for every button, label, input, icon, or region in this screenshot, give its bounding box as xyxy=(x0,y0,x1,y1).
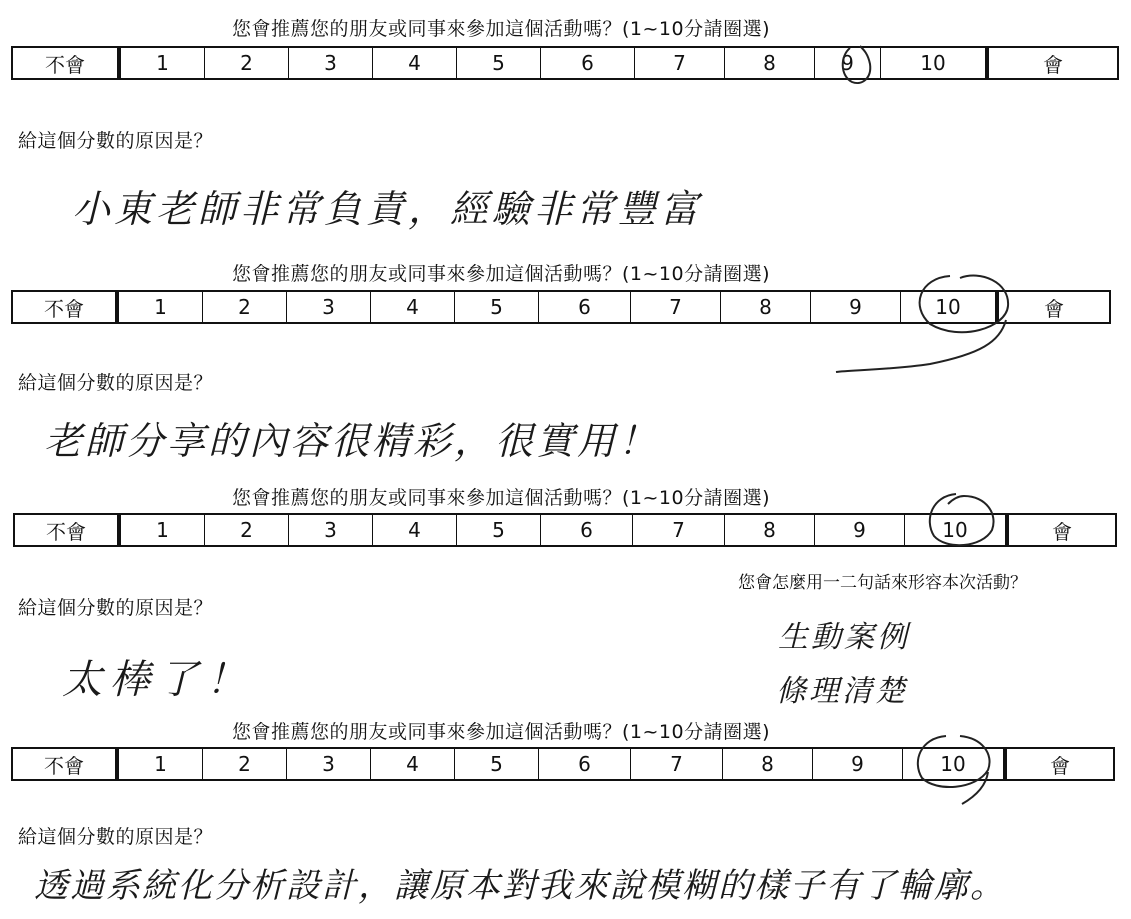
question-text: 您會推薦您的朋友或同事來參加這個活動嗎？(1~10分請圈選) xyxy=(232,263,771,285)
scale-option-7[interactable]: 7 xyxy=(635,48,725,78)
scale-option-5[interactable]: 5 xyxy=(457,48,541,78)
reason-label: 給這個分數的原因是？ xyxy=(18,130,214,152)
rating-scale xyxy=(13,513,1117,547)
scale-option-8[interactable]: 8 xyxy=(721,292,811,322)
scale-option-6[interactable]: 6 xyxy=(541,515,633,545)
handwritten-describe-line2: 條理清楚 xyxy=(776,674,908,709)
handwritten-reason: 小東老師非常負責，經驗非常豐富 xyxy=(72,187,703,231)
question-text: 您會推薦您的朋友或同事來參加這個活動嗎？(1~10分請圈選) xyxy=(232,18,771,40)
scale-option-6[interactable]: 6 xyxy=(539,292,631,322)
scale-option-10[interactable]: 10 xyxy=(901,292,999,322)
scale-option-1[interactable]: 1 xyxy=(121,515,205,545)
handwritten-reason: 透過系統化分析設計，讓原本對我來說模糊的樣子有了輪廓。 xyxy=(34,866,1006,906)
reason-label: 給這個分數的原因是？ xyxy=(18,597,214,619)
describe-question: 您會怎麼用一二句話來形容本次活動？ xyxy=(738,573,1027,593)
scale-right-label: 會 xyxy=(1044,296,1064,321)
scale-option-7[interactable]: 7 xyxy=(631,292,721,322)
scale-option-6[interactable]: 6 xyxy=(541,48,635,78)
scale-option-8[interactable]: 8 xyxy=(725,515,815,545)
scale-option-4[interactable]: 4 xyxy=(373,515,457,545)
scale-option-2[interactable]: 2 xyxy=(205,515,289,545)
scale-option-2[interactable]: 2 xyxy=(203,292,287,322)
scale-option-4[interactable]: 4 xyxy=(371,749,455,779)
scale-left-label: 不會 xyxy=(13,48,121,78)
scale-option-2[interactable]: 2 xyxy=(203,749,287,779)
selection-circle-mark xyxy=(830,266,1020,382)
scale-option-7[interactable]: 7 xyxy=(631,749,723,779)
scale-right-label: 會 xyxy=(1052,519,1072,544)
scale-option-10[interactable]: 10 xyxy=(881,48,989,78)
scale-option-9[interactable]: 9 xyxy=(815,48,881,78)
scale-option-9[interactable]: 9 xyxy=(815,515,905,545)
scale-option-4[interactable]: 4 xyxy=(371,292,455,322)
scale-option-8[interactable]: 8 xyxy=(723,749,813,779)
scale-option-5[interactable]: 5 xyxy=(455,749,539,779)
question-text: 您會推薦您的朋友或同事來參加這個活動嗎？(1~10分請圈選) xyxy=(232,721,771,743)
scale-option-5[interactable]: 5 xyxy=(457,515,541,545)
scale-option-1[interactable]: 1 xyxy=(119,749,203,779)
scale-left-label: 不會 xyxy=(13,292,119,322)
scale-right-label: 會 xyxy=(1043,52,1063,77)
scale-option-3[interactable]: 3 xyxy=(289,515,373,545)
handwritten-reason: 太棒了！ xyxy=(62,657,254,703)
scale-option-1[interactable]: 1 xyxy=(119,292,203,322)
scale-left-label: 不會 xyxy=(15,515,121,545)
scale-option-1[interactable]: 1 xyxy=(121,48,205,78)
rating-scale xyxy=(11,46,1119,80)
scale-option-2[interactable]: 2 xyxy=(205,48,289,78)
question-text: 您會推薦您的朋友或同事來參加這個活動嗎？(1~10分請圈選) xyxy=(232,487,771,509)
scale-option-3[interactable]: 3 xyxy=(289,48,373,78)
scale-right-label: 會 xyxy=(1050,753,1070,778)
scale-left-label: 不會 xyxy=(13,749,119,779)
scale-option-6[interactable]: 6 xyxy=(539,749,631,779)
rating-scale xyxy=(11,747,1115,781)
scale-option-3[interactable]: 3 xyxy=(287,749,371,779)
scale-option-10[interactable]: 10 xyxy=(903,749,1007,779)
scale-option-9[interactable]: 9 xyxy=(813,749,903,779)
reason-label: 給這個分數的原因是？ xyxy=(18,372,214,394)
rating-scale xyxy=(11,290,1111,324)
handwritten-describe-line1: 生動案例 xyxy=(778,620,910,655)
scale-option-5[interactable]: 5 xyxy=(455,292,539,322)
scale-option-7[interactable]: 7 xyxy=(633,515,725,545)
handwritten-reason: 老師分享的內容很精彩，很實用！ xyxy=(44,419,660,463)
reason-label: 給這個分數的原因是？ xyxy=(18,826,214,848)
scale-option-8[interactable]: 8 xyxy=(725,48,815,78)
scale-option-3[interactable]: 3 xyxy=(287,292,371,322)
scale-option-4[interactable]: 4 xyxy=(373,48,457,78)
scale-option-9[interactable]: 9 xyxy=(811,292,901,322)
scale-option-10[interactable]: 10 xyxy=(905,515,1009,545)
